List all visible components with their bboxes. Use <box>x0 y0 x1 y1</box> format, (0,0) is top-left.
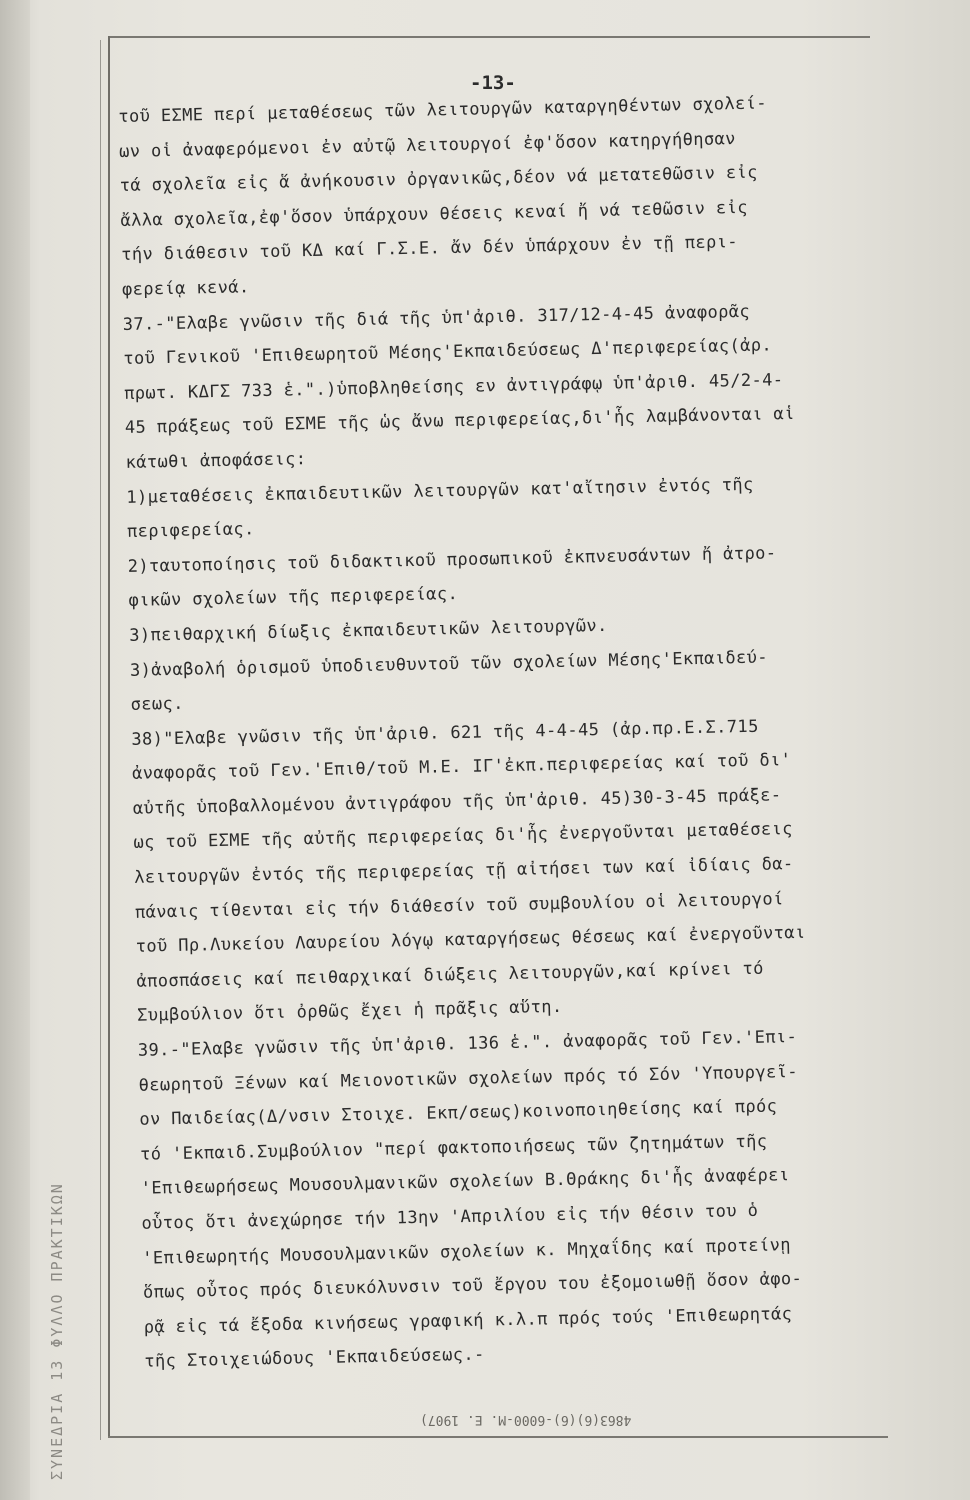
text-line: θεωρητοῦ Ξένων καί Μειονοτικῶν σχολείων πρός τό Σόν 'Υπουργεῖ- <box>138 1061 799 1096</box>
text-line: 'Επιθεωρήσεως Μουσουλμανικῶν σχολείων Β.Θράκης δι'ἧς ἀναφέρει <box>140 1165 790 1200</box>
text-line: 'Επιθεωρητής Μουσουλμανικῶν σχολείων κ. Μηχαΐδης καί προτείνῃ <box>142 1234 792 1269</box>
text-line: ἄλλα σχολεῖα,ἐφ'ὅσον ὑπάρχουν θέσεις κεναί ἤ νά τεθῶσιν εἰς <box>120 197 749 231</box>
text-line: πάναις τίθενται εἰς τήν διάθεσίν τοῦ συμβουλίου οἱ λειτουργοί <box>134 888 784 923</box>
text-line: ως τοῦ ΕΣΜΕ τῆς αὐτῆς περιφερείας δι'ἧς ἐνεργοῦνται μεταθέσεις <box>133 819 794 854</box>
body-text <box>118 83 970 1380</box>
text-line: 45 πράξεως τοῦ ΕΣΜΕ τῆς ὡς ἄνω περιφερείας,δι'ἧς λαμβάνονται αἱ <box>124 404 795 439</box>
text-line: οὗτος ὅτι ἀνεχώρησε τήν 13ην 'Απριλίου εἰς τήν θέσιν του ὁ <box>141 1200 759 1234</box>
text-line: κάτωθι ἀποφάσεις: <box>125 449 307 473</box>
text-line: 3)πειθαρχική δίωξις ἐκπαιδευτικῶν λειτουργῶν. <box>129 615 608 646</box>
text-line: λειτουργῶν ἐντός τῆς περιφερείας τῇ αἰτήσει των καί ἰδίαις δα- <box>134 854 794 888</box>
text-line: τοῦ Γενικοῦ 'Επιθεωρητοῦ Μέσης'Εκπαιδεύσεως Δ'περιφερείας(ἀρ. <box>123 335 773 370</box>
page-number: -13- <box>470 72 516 94</box>
text-line: φικῶν σχολείων τῆς περιφερείας. <box>128 584 459 612</box>
binding-edge <box>0 0 30 1500</box>
text-line: ρᾷ εἰς τά ἔξοδα κινήσεως γραφική κ.λ.π πρός τούς 'Επιθεωρητάς <box>143 1303 793 1338</box>
margin-rule-outer <box>100 40 101 1440</box>
text-line: τά σχολεῖα εἰς ἅ ἀνήκουσιν ὀργανικῶς,δέον νά μετατεθῶσιν εἰς <box>119 162 758 197</box>
text-line: τήν διάθεσιν τοῦ ΚΔ καί Γ.Σ.Ε. ἄν δέν ὑπάρχουν ἐν τῇ περι- <box>121 232 739 266</box>
text-line: 2)ταυτοποίησις τοῦ διδακτικοῦ προσωπικοῦ ἐκπνευσάντων ἤ ἀτρο- <box>127 543 777 577</box>
text-line: αὐτῆς ὑποβαλλομένου ἀντιγράφου τῆς ὑπ'ἀριθ. 45)30-3-45 πράξε- <box>132 785 782 819</box>
text-line: ων οἱ ἀναφερόμενοι ἐν αὐτῷ λειτουργοί ἐφ'ὅσον κατηργήθησαν <box>118 128 736 162</box>
text-line: τό 'Εκπαιδ.Συμβούλιον "περί φακτοποιήσεως τῶν ζητημάτων τῆς <box>139 1131 768 1165</box>
text-line: 37.-"Ελαβε γνῶσιν τῆς διά τῆς ὑπ'ἀριθ. 317/12-4-45 ἀναφορᾶς <box>122 301 751 335</box>
text-line: Συμβούλιον ὅτι ὀρθῶς ἔχει ἡ πρᾶξις αὕτη. <box>136 997 563 1027</box>
text-line: σεως. <box>130 693 185 715</box>
text-line: ον Παιδείας(Δ/νσιν Στοιχε. Εκπ/σεως)κοινοποιηθείσης καί πρός <box>139 1096 778 1130</box>
text-line: ἀναφορᾶς τοῦ Γεν.'Επιθ/τοῦ Μ.Ε. ΙΓ'ἐκπ.περιφερείας καί τοῦ δι' <box>131 750 792 785</box>
text-line: 1)μεταθέσεις ἐκπαιδευτικῶν λειτουργῶν κατ'αἴτησιν ἐντός τῆς <box>126 474 754 508</box>
text-line: 3)ἀναβολή ὁρισμοῦ ὑποδιευθυντοῦ τῶν σχολείων Μέσης'Εκπαιδεύ- <box>129 647 769 681</box>
text-line: τοῦ ΕΣΜΕ περί μεταθέσεως τῶν λειτουργῶν καταργηθέντων σχολεί- <box>118 93 768 127</box>
text-line: περιφερείας. <box>126 519 255 543</box>
margin-rule <box>108 36 110 1436</box>
text-line: ὅπως οὗτος πρός διευκόλυνσιν τοῦ ἔργου του ἐξομοιωθῇ ὅσον ἀφο- <box>142 1269 803 1303</box>
bottom-rule <box>108 1436 888 1438</box>
text-line: 38)"Ελαβε γνῶσιν τῆς ὑπ'ἀριθ. 621 τῆς 4-4-45 (ἀρ.πρ.Ε.Σ.715 <box>131 716 759 750</box>
text-line: τοῦ Πρ.Λυκείου Λαυρείου λόγῳ καταργήσεως θέσεως καί ἐνεργοῦνται <box>135 923 806 958</box>
text-line: 39.-"Ελαβε γνῶσιν τῆς ὑπ'ἀριθ. 136 ἑ.". ἀναφορᾶς τοῦ Γεν.'Επι- <box>137 1027 798 1061</box>
side-stamp: ΣΥΝΕΔΡΙΑ 13 ΦΥΛΛΟ ΠΡΑΚΤΙΚΩΝ <box>48 1182 66 1480</box>
text-line: ἀποσπάσεις καί πειθαρχικαί διώξεις λειτουργῶν,καί κρίνει τό <box>136 958 765 992</box>
text-line: πρωτ. ΚΔΓΣ 733 ἑ.".)ὑποβληθείσης εν ἀντιγράφῳ ὑπ'ἀριθ. 45/2-4- <box>123 369 784 404</box>
top-rule <box>110 36 870 38</box>
footer-print: 4863(6)(6)-6000-Μ. Ε. 1907) <box>420 1412 632 1427</box>
text-line: τῆς Στοιχειώδους 'Εκπαιδεύσεως.- <box>144 1344 485 1373</box>
text-line: φερείᾳ κενά. <box>121 277 250 300</box>
